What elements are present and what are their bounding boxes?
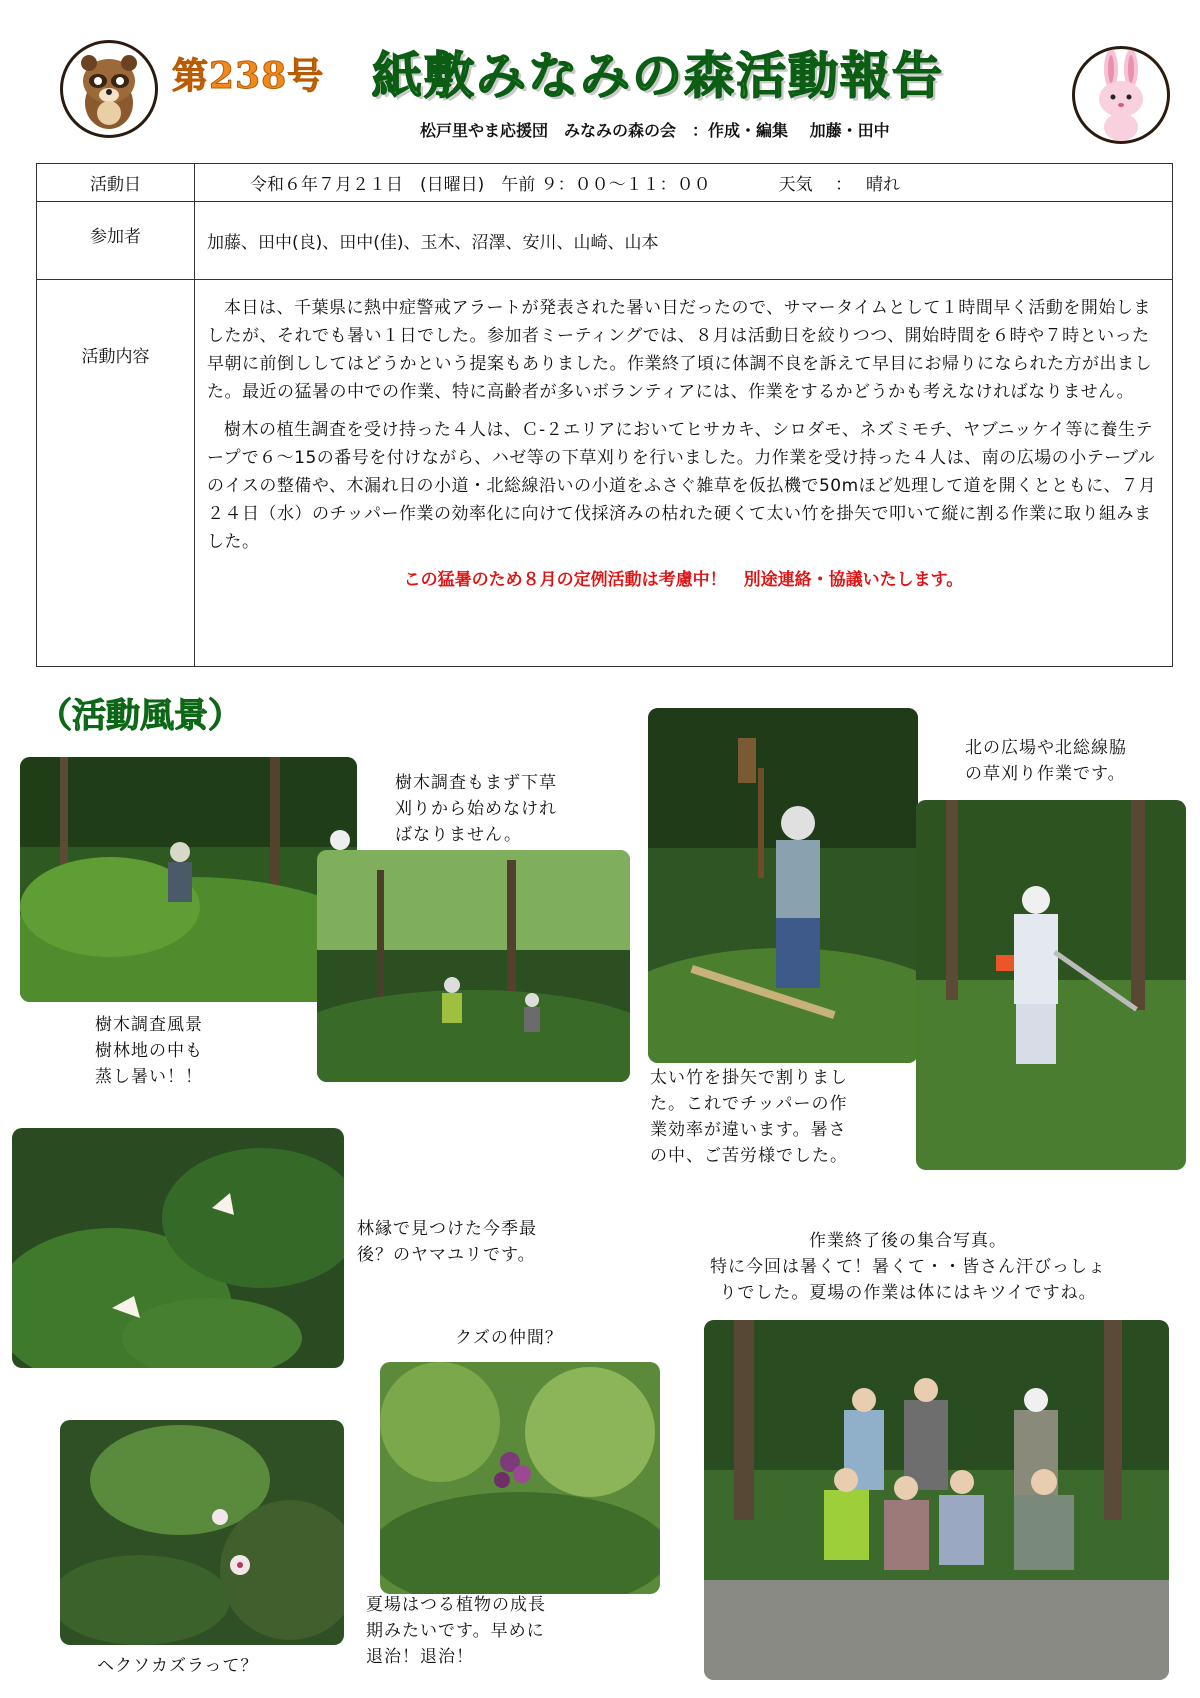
- photo-undergrowth-cutting: [317, 850, 630, 1082]
- photo-tree-survey: [20, 757, 357, 1002]
- date-label: 活動日: [37, 164, 195, 201]
- editor-line: 松戸里やま応援団 みなみの森の会 ：作成・編集 加藤・田中: [420, 121, 890, 140]
- content-label: 活動内容: [37, 280, 195, 666]
- caption-north-mowing: 北の広場や北総線脇 の草刈り作業です。: [965, 738, 1127, 784]
- date-value: 令和６年７月２１日 (日曜日) 午前 ９：００～１１：００ 天気 ： 晴れ: [250, 175, 900, 195]
- photo-group: [704, 1320, 1169, 1680]
- caption-tree-survey: 樹木調査風景 樹林地の中も 蒸し暑い！！: [95, 1015, 203, 1087]
- caption-hekusokazura: ヘクソカズラって？: [97, 1656, 259, 1676]
- caption-undergrowth: 樹木調査もまず下草 刈りから始めなけれ ばなりません。: [395, 773, 557, 845]
- content-paragraph: 本日は、千葉県に熱中症警戒アラートが発表された暑い日だったので、サマータイムとして１時間早く活動を開始しましたが、それでも暑い１日でした。参加者ミーティングでは、８月は活動日を絞りつつ、開始時間を６時や７時といった早朝に前倒ししてはどうかという提案もありました。作業終了頃に体調不良を訴えて早目にお帰りになられた方が出ました。最近の猛暑の中での作業、特に高齢者が多いボランティアには、作業をするかどうかも考えなければなりません。: [207, 298, 1152, 402]
- photo-hekusokazura: [60, 1420, 344, 1645]
- notice-text: この猛暑のため８月の定例活動は考慮中！ 別途連絡・協議いたします。: [403, 570, 964, 590]
- caption-group-photo: 作業終了後の集合写真。 特に今回は暑くて！暑くて・・皆さん汗びっしょ りでした。夏場の作業は体にはキツイですね。: [710, 1231, 1106, 1303]
- content-row: [37, 279, 1172, 666]
- tanuki-mascot-icon: [60, 40, 158, 138]
- photo-mountain-lily: [12, 1128, 344, 1368]
- rabbit-mascot-icon: [1072, 46, 1170, 144]
- caption-bamboo-splitting: 太い竹を掛矢で割りまし た。これでチッパーの作 業効率が違います。暑さ の中、ご苦労様でした。: [650, 1068, 848, 1166]
- section-title: （活動風景）: [38, 696, 242, 736]
- content-value: [195, 280, 1172, 666]
- issue-number: 第238号: [172, 55, 325, 97]
- caption-vine: 夏場はつる植物の成長 期みたいです。早めに 退治！退治！: [366, 1595, 546, 1667]
- participants-label: 参加者: [37, 202, 195, 279]
- caption-kudzu: クズの仲間？: [455, 1328, 563, 1348]
- participants-row: [37, 201, 1172, 279]
- date-row: [37, 164, 1172, 201]
- content-paragraph: 樹木の植生調査を受け持った４人は、Ｃ-２エリアにおいてヒサカキ、シロダモ、ネズミモチ、ヤブニッケイ等に養生テープで６～15の番号を付けながら、ハゼ等の下草刈りを行いました。力作業を受け持った４人は、南の広場の小テーブルのイスの整備や、木漏れ日の小道・北総線沿いの小道をふさぐ雑草を仮払機で50mほど処理して道を開くとともに、７月２４日（水）のチッパー作業の効率化に向けて伐採済みの枯れた硬くて太い竹を掛矢で叩いて縦に割る作業に取り組みました。: [207, 420, 1157, 552]
- photo-kudzu: [380, 1362, 660, 1594]
- activity-info-table: [36, 163, 1173, 667]
- photo-north-mowing: [916, 800, 1186, 1170]
- caption-mountain-lily: 林縁で見つけた今季最 後？のヤマユリです。: [357, 1219, 537, 1265]
- photo-bamboo-splitting: [648, 708, 918, 1063]
- participants-value: 加藤、田中(良)、田中(佳)、玉木、沼澤、安川、山崎、山本: [207, 233, 659, 253]
- report-title: 紙敷みなみの森活動報告: [372, 47, 944, 105]
